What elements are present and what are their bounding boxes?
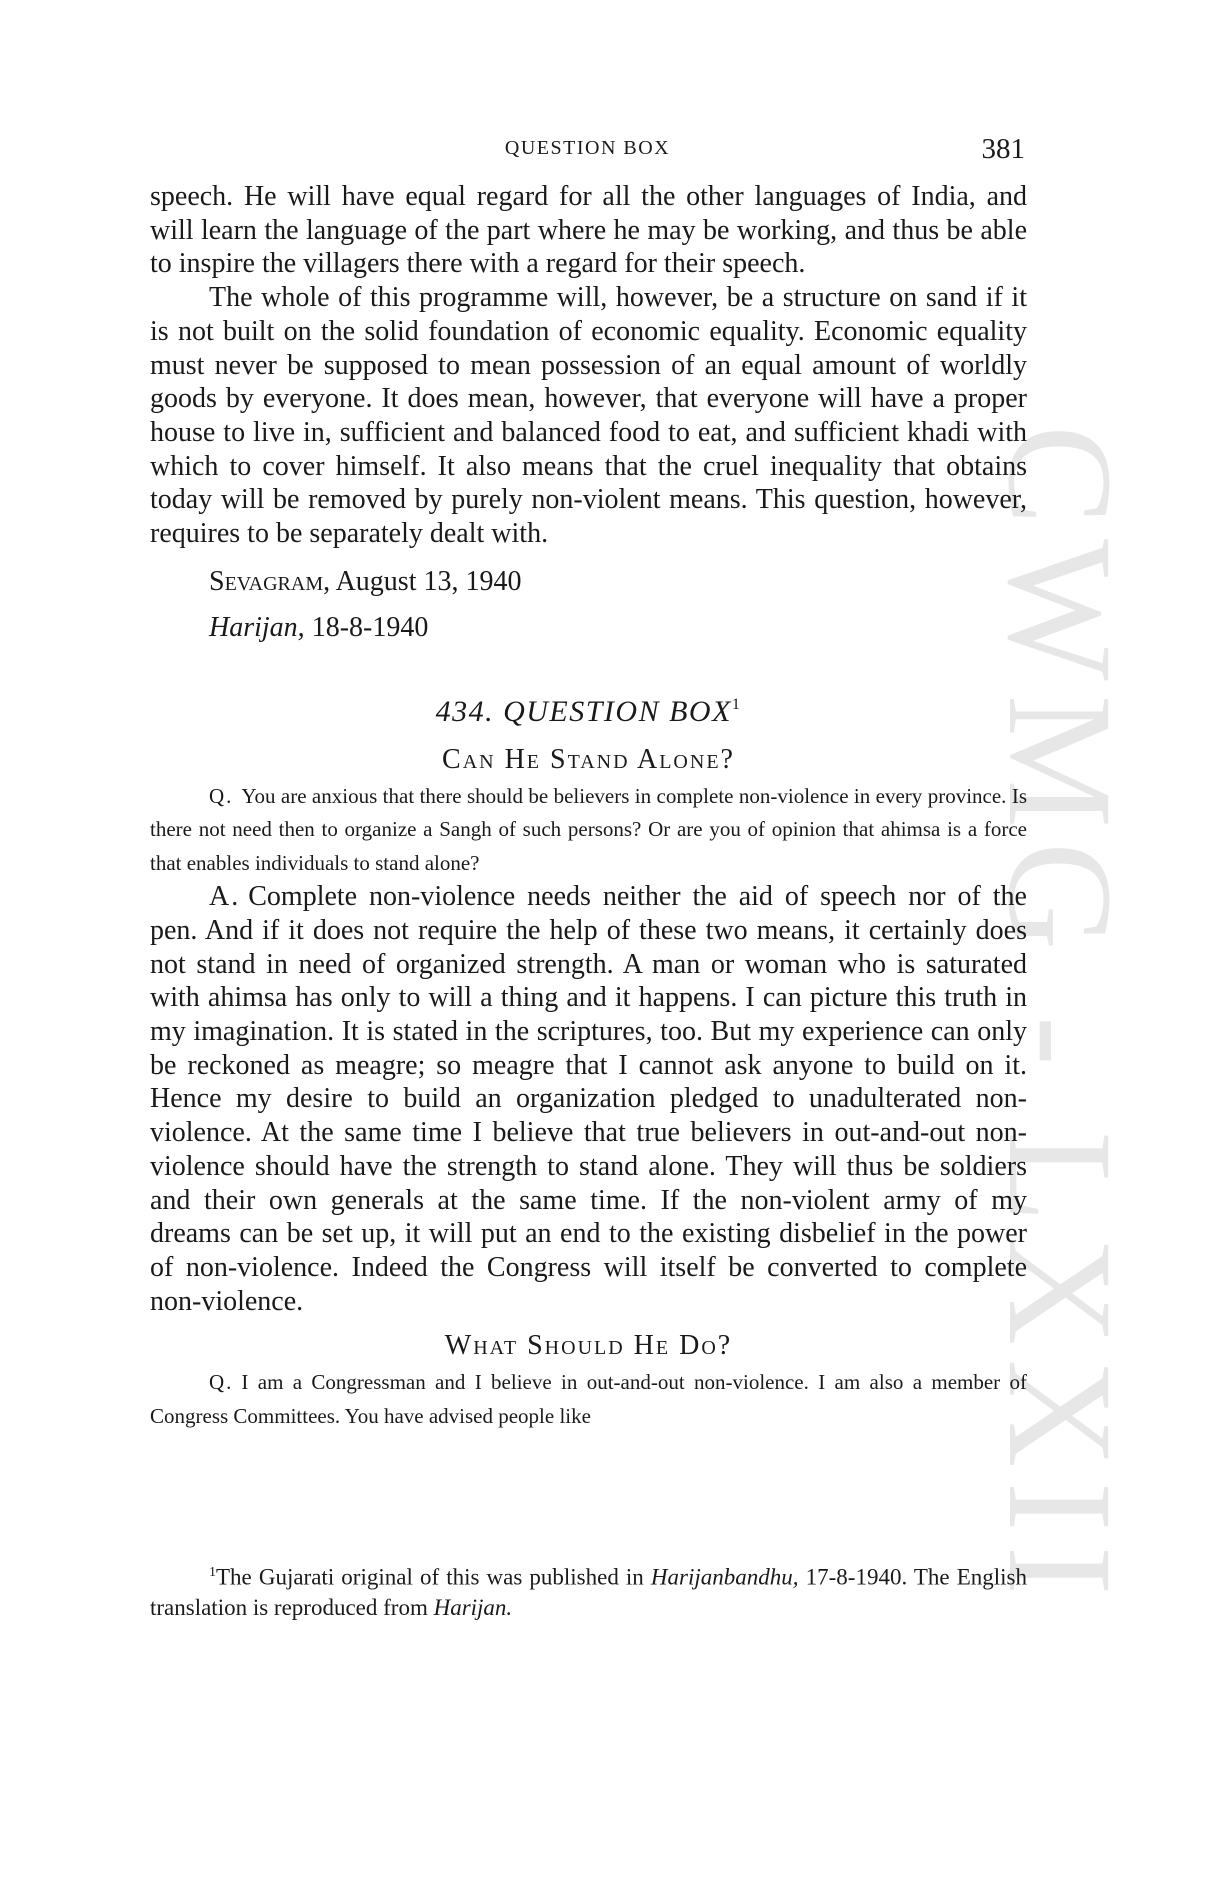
article-heading-text: 434. QUESTION BOX — [435, 694, 732, 728]
subheading-can-he-stand-alone: Can He Stand Alone? — [442, 743, 735, 775]
question-paragraph — [150, 1366, 1027, 1433]
footnote-marker: 1 — [209, 1565, 216, 1580]
footnote — [150, 1558, 1027, 1623]
subheading-what-should-he-do: What Should He Do? — [444, 1330, 733, 1362]
running-header — [150, 133, 1025, 173]
footnote-text-before: The Gujarati original of this was published in — [216, 1564, 644, 1590]
question-paragraph — [150, 780, 1027, 881]
source-citation — [150, 611, 1027, 645]
running-title: QUESTION BOX — [504, 137, 671, 159]
source-date: 18-8-1940 — [311, 611, 429, 643]
footnote-reference: 1 — [731, 695, 742, 713]
question-label: Q. — [209, 1370, 234, 1395]
dateline-place: Sevagram, — [209, 565, 331, 597]
economic-equality-paragraph: The whole of this programme will, however, be a structure on sand if it is not built on the solid foundation of economic equality. Economic equality must never be supposed to mean possession of an equal amount of worldly goods by everyone. It does mean, however, that everyone will have a proper house to live in, sufficient and balanced food to eat, and sufficient khadi with which to cover himself. It also means that the cruel inequality that obtains today will be removed by purely non-violent means. This question, however, requires to be separately dealt with. — [150, 282, 1027, 550]
answer-label: A. — [209, 881, 241, 913]
dateline-date: August 13, 1940 — [335, 565, 522, 597]
footnote-text-middle: 17-8-1940. The English translation is reproduced from — [150, 1564, 1028, 1620]
source-title: Harijan, — [209, 611, 305, 643]
question-text: I am a Congressman and I believe in out-and-out non-violence. I am also a member of Congress Committees. You have advised people like — [150, 1370, 1027, 1428]
watermark-text: CWMG - LXXII — [977, 425, 1143, 1610]
footnote-source: Harijan. — [433, 1594, 513, 1620]
page-number: 381 — [981, 133, 1025, 165]
question-label: Q. — [209, 783, 234, 808]
article-heading — [150, 685, 1027, 732]
footnote-publication: Harijanbandhu, — [650, 1564, 799, 1590]
footnote-text — [150, 1558, 1027, 1623]
dateline — [150, 565, 1027, 599]
answer-text: Complete non-violence needs neither the aid of speech nor of the pen. And if it does not require the help of these two means, it certainly does not stand in need of organized strength. A man or woman who is saturated with ahimsa has only to will a thing and it happens. I can picture this truth in my imagination. It is stated in the scriptures, too. But my experience can only be reckoned as meagre; so meagre that I cannot ask anyone to build on it. Hence my desire to build an organization pledged to unadulterated non-violence. At the same time I believe that true believers in out-and-out non-violence should have the strength to stand alone. They will thus be soldiers and their own generals at the same time. If the non-violent army of my dreams can be set up, it will put an end to the existing disbelief in the power of non-violence. Indeed the Congress will itself be converted to complete non-violence. — [150, 881, 1027, 1317]
answer-paragraph — [150, 880, 1027, 1318]
question-text: You are anxious that there should be believers in complete non-violence in every province. Is there not need then to organize a Sangh of such persons? Or are you of opinion that ahimsa is a force that enables individuals to stand alone? — [150, 783, 1027, 875]
continuation-paragraph: speech. He will have equal regard for all the other languages of India, and will learn the language of the part where he may be working, and thus be able to inspire the villagers there with a regard for their speech. — [150, 181, 1027, 280]
body-text — [150, 180, 1027, 1433]
